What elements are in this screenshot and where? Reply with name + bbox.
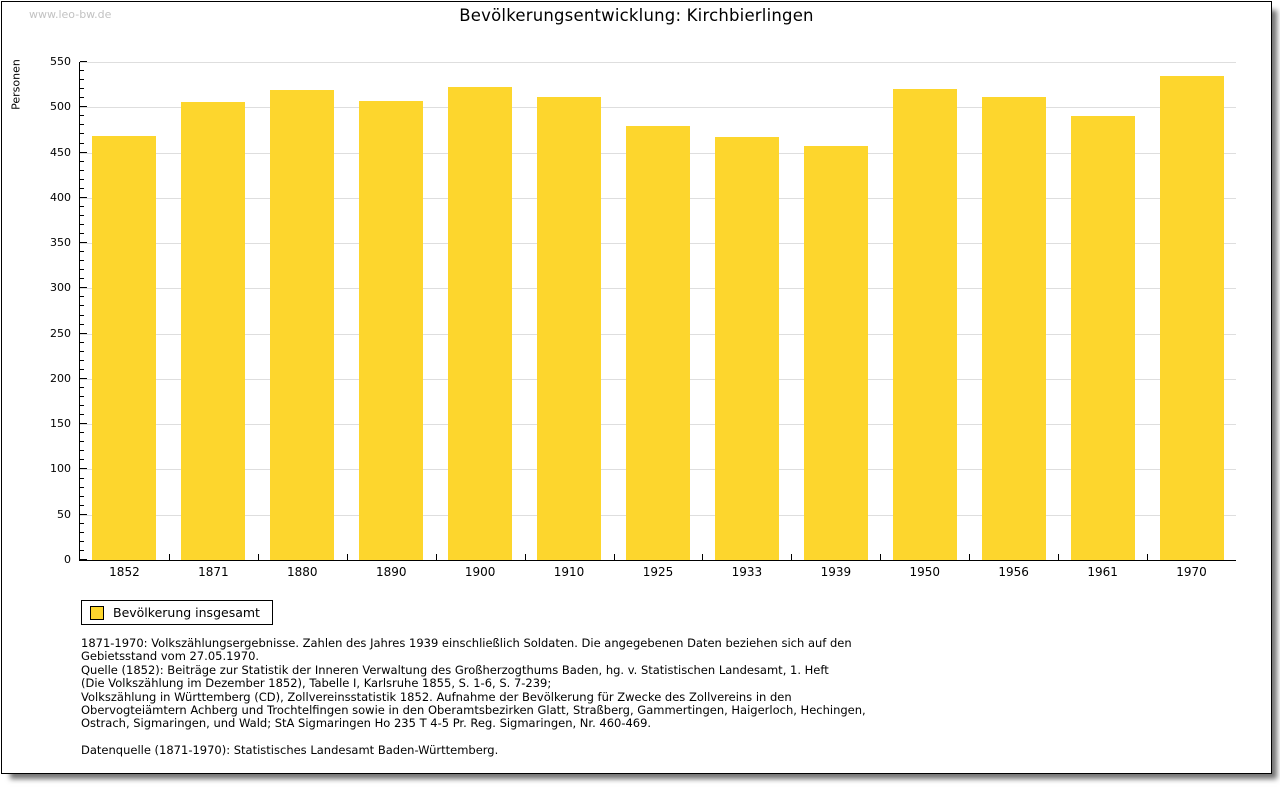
y-minor-tick bbox=[80, 233, 84, 234]
y-tick-50 bbox=[80, 514, 87, 515]
y-minor-tick bbox=[80, 387, 84, 388]
y-minor-tick bbox=[80, 215, 84, 216]
y-tick-label-300: 300 bbox=[50, 281, 71, 295]
y-tick-350 bbox=[80, 242, 87, 243]
bar-1939 bbox=[804, 146, 868, 560]
y-tick-label-50: 50 bbox=[57, 507, 71, 521]
bar-1890 bbox=[359, 101, 423, 560]
y-minor-tick bbox=[80, 459, 84, 460]
y-minor-tick bbox=[80, 432, 84, 433]
note-line: Gebietsstand vom 27.05.1970. bbox=[81, 649, 260, 664]
y-tick-label-350: 350 bbox=[50, 236, 71, 250]
bar-1970 bbox=[1160, 76, 1224, 560]
y-tick-label-500: 500 bbox=[50, 100, 71, 114]
bar-1880 bbox=[270, 90, 334, 560]
x-tick-label-1880: 1880 bbox=[287, 565, 318, 579]
note-line: Volkszählung in Württemberg (CD), Zollvereinsstatistik 1852. Aufnahme der Bevölkerung für Zwecke des Zollvereins in den bbox=[81, 689, 792, 704]
y-tick-label-100: 100 bbox=[50, 462, 71, 476]
source-notes bbox=[81, 637, 866, 757]
x-tick-label-1961: 1961 bbox=[1087, 565, 1118, 579]
y-minor-tick bbox=[80, 396, 84, 397]
y-minor-tick bbox=[80, 251, 84, 252]
y-tick-0 bbox=[80, 559, 87, 560]
y-tick-label-200: 200 bbox=[50, 371, 71, 385]
x-tick bbox=[702, 554, 703, 560]
x-tick bbox=[614, 554, 615, 560]
x-tick bbox=[258, 554, 259, 560]
bar-1900 bbox=[448, 87, 512, 560]
y-minor-tick bbox=[80, 496, 84, 497]
y-minor-tick bbox=[80, 224, 84, 225]
y-minor-tick bbox=[80, 88, 84, 89]
x-tick-label-1950: 1950 bbox=[909, 565, 941, 579]
bar-1925 bbox=[626, 126, 690, 560]
gridline-550 bbox=[80, 62, 1236, 63]
y-minor-tick bbox=[80, 487, 84, 488]
x-tick-label-1970: 1970 bbox=[1176, 565, 1207, 579]
y-minor-tick bbox=[80, 523, 84, 524]
note-line: Quelle (1852): Beiträge zur Statistik der Inneren Verwaltung des Großherzogthums Baden, hg. v. Statistischen Landesamt, 1. Heft bbox=[81, 662, 829, 677]
y-tick-label-150: 150 bbox=[50, 417, 71, 431]
y-tick-200 bbox=[80, 378, 87, 379]
y-minor-tick bbox=[80, 143, 84, 144]
y-minor-tick bbox=[80, 315, 84, 316]
y-minor-tick bbox=[80, 351, 84, 352]
y-tick-label-450: 450 bbox=[50, 145, 71, 159]
y-tick-label-0: 0 bbox=[64, 553, 71, 566]
y-minor-tick bbox=[80, 342, 84, 343]
bar-1956 bbox=[982, 97, 1046, 560]
y-minor-tick bbox=[80, 414, 84, 415]
y-minor-tick bbox=[80, 324, 84, 325]
note-line: Ostrach, Sigmaringen, und Wald; StA Sigmaringen Ho 235 T 4-5 Pr. Reg. Sigmaringen, Nr. 460-469. bbox=[81, 716, 652, 731]
x-tick bbox=[436, 554, 437, 560]
y-tick-450 bbox=[80, 152, 87, 153]
y-minor-tick bbox=[80, 405, 84, 406]
x-tick-label-1925: 1925 bbox=[642, 565, 674, 579]
bar-1950 bbox=[893, 89, 957, 560]
y-minor-tick bbox=[80, 70, 84, 71]
y-tick-550 bbox=[80, 61, 87, 62]
y-tick-400 bbox=[80, 197, 87, 198]
legend-label: Bevölkerung insgesamt bbox=[113, 605, 260, 620]
gridline-500 bbox=[80, 107, 1236, 108]
x-tick-label-1890: 1890 bbox=[375, 565, 407, 579]
x-tick bbox=[969, 554, 970, 560]
datasource-line: Datenquelle (1871-1970): Statistisches Landesamt Baden-Württemberg. bbox=[81, 742, 499, 757]
x-tick-label-1939: 1939 bbox=[820, 565, 852, 579]
y-minor-tick bbox=[80, 260, 84, 261]
y-minor-tick bbox=[80, 360, 84, 361]
x-tick-label-1900: 1900 bbox=[464, 565, 496, 579]
y-minor-tick bbox=[80, 79, 84, 80]
y-minor-tick bbox=[80, 541, 84, 542]
chart-panel bbox=[1, 1, 1272, 774]
y-minor-tick bbox=[80, 369, 84, 370]
x-tick bbox=[1058, 554, 1059, 560]
y-minor-tick bbox=[80, 161, 84, 162]
y-minor-tick bbox=[80, 450, 84, 451]
x-tick-label-1956: 1956 bbox=[998, 565, 1029, 579]
legend-swatch-icon bbox=[90, 606, 104, 620]
x-tick bbox=[525, 554, 526, 560]
x-tick bbox=[169, 554, 170, 560]
note-line: Obervogteiämtern Achberg und Trochtelfingen sowie in den Oberamtsbezirken Glatt, Straßberg, Gammertingen, Haigerloch, Hechingen, bbox=[81, 703, 866, 718]
watermark: www.leo-bw.de bbox=[29, 8, 112, 21]
x-tick bbox=[1147, 554, 1148, 560]
y-minor-tick bbox=[80, 179, 84, 180]
y-tick-150 bbox=[80, 423, 87, 424]
x-tick-label-1871: 1871 bbox=[198, 565, 229, 579]
y-minor-tick bbox=[80, 505, 84, 506]
y-minor-tick bbox=[80, 441, 84, 442]
y-tick-label-400: 400 bbox=[50, 190, 71, 204]
y-minor-tick bbox=[80, 550, 84, 551]
y-axis-title: Personen bbox=[9, 59, 23, 110]
y-minor-tick bbox=[80, 532, 84, 533]
y-minor-tick bbox=[80, 115, 84, 116]
x-tick bbox=[791, 554, 792, 560]
y-minor-tick bbox=[80, 133, 84, 134]
x-tick-label-1852: 1852 bbox=[109, 565, 140, 579]
bar-1871 bbox=[181, 102, 245, 560]
y-tick-500 bbox=[80, 106, 87, 107]
y-minor-tick bbox=[80, 478, 84, 479]
legend bbox=[81, 600, 273, 625]
y-minor-tick bbox=[80, 170, 84, 171]
chart-title: Bevölkerungsentwicklung: Kirchbierlingen bbox=[459, 6, 814, 25]
y-tick-250 bbox=[80, 333, 87, 334]
x-tick-label-1910: 1910 bbox=[553, 565, 585, 579]
y-minor-tick bbox=[80, 206, 84, 207]
bar-1910 bbox=[537, 97, 601, 560]
y-minor-tick bbox=[80, 305, 84, 306]
bar-1852 bbox=[92, 136, 156, 560]
y-minor-tick bbox=[80, 296, 84, 297]
y-tick-label-550: 550 bbox=[50, 55, 71, 68]
y-minor-tick bbox=[80, 278, 84, 279]
x-tick bbox=[347, 554, 348, 560]
y-tick-label-250: 250 bbox=[50, 326, 71, 340]
bar-1933 bbox=[715, 137, 779, 560]
note-line: (Die Volkszählung im Dezember 1852), Tabelle I, Karlsruhe 1855, S. 1-6, S. 7-239; bbox=[81, 676, 552, 691]
bar-1961 bbox=[1071, 116, 1135, 560]
y-minor-tick bbox=[80, 188, 84, 189]
x-tick-label-1933: 1933 bbox=[731, 565, 763, 579]
y-minor-tick bbox=[80, 269, 84, 270]
x-tick bbox=[880, 554, 881, 560]
y-minor-tick bbox=[80, 124, 84, 125]
y-tick-300 bbox=[80, 287, 87, 288]
plot-area bbox=[50, 55, 1236, 579]
y-minor-tick bbox=[80, 97, 84, 98]
y-tick-100 bbox=[80, 468, 87, 469]
note-line: 1871-1970: Volkszählungsergebnisse. Zahlen des Jahres 1939 einschließlich Soldaten. Die angegebenen Daten beziehen sich auf den bbox=[81, 636, 852, 650]
